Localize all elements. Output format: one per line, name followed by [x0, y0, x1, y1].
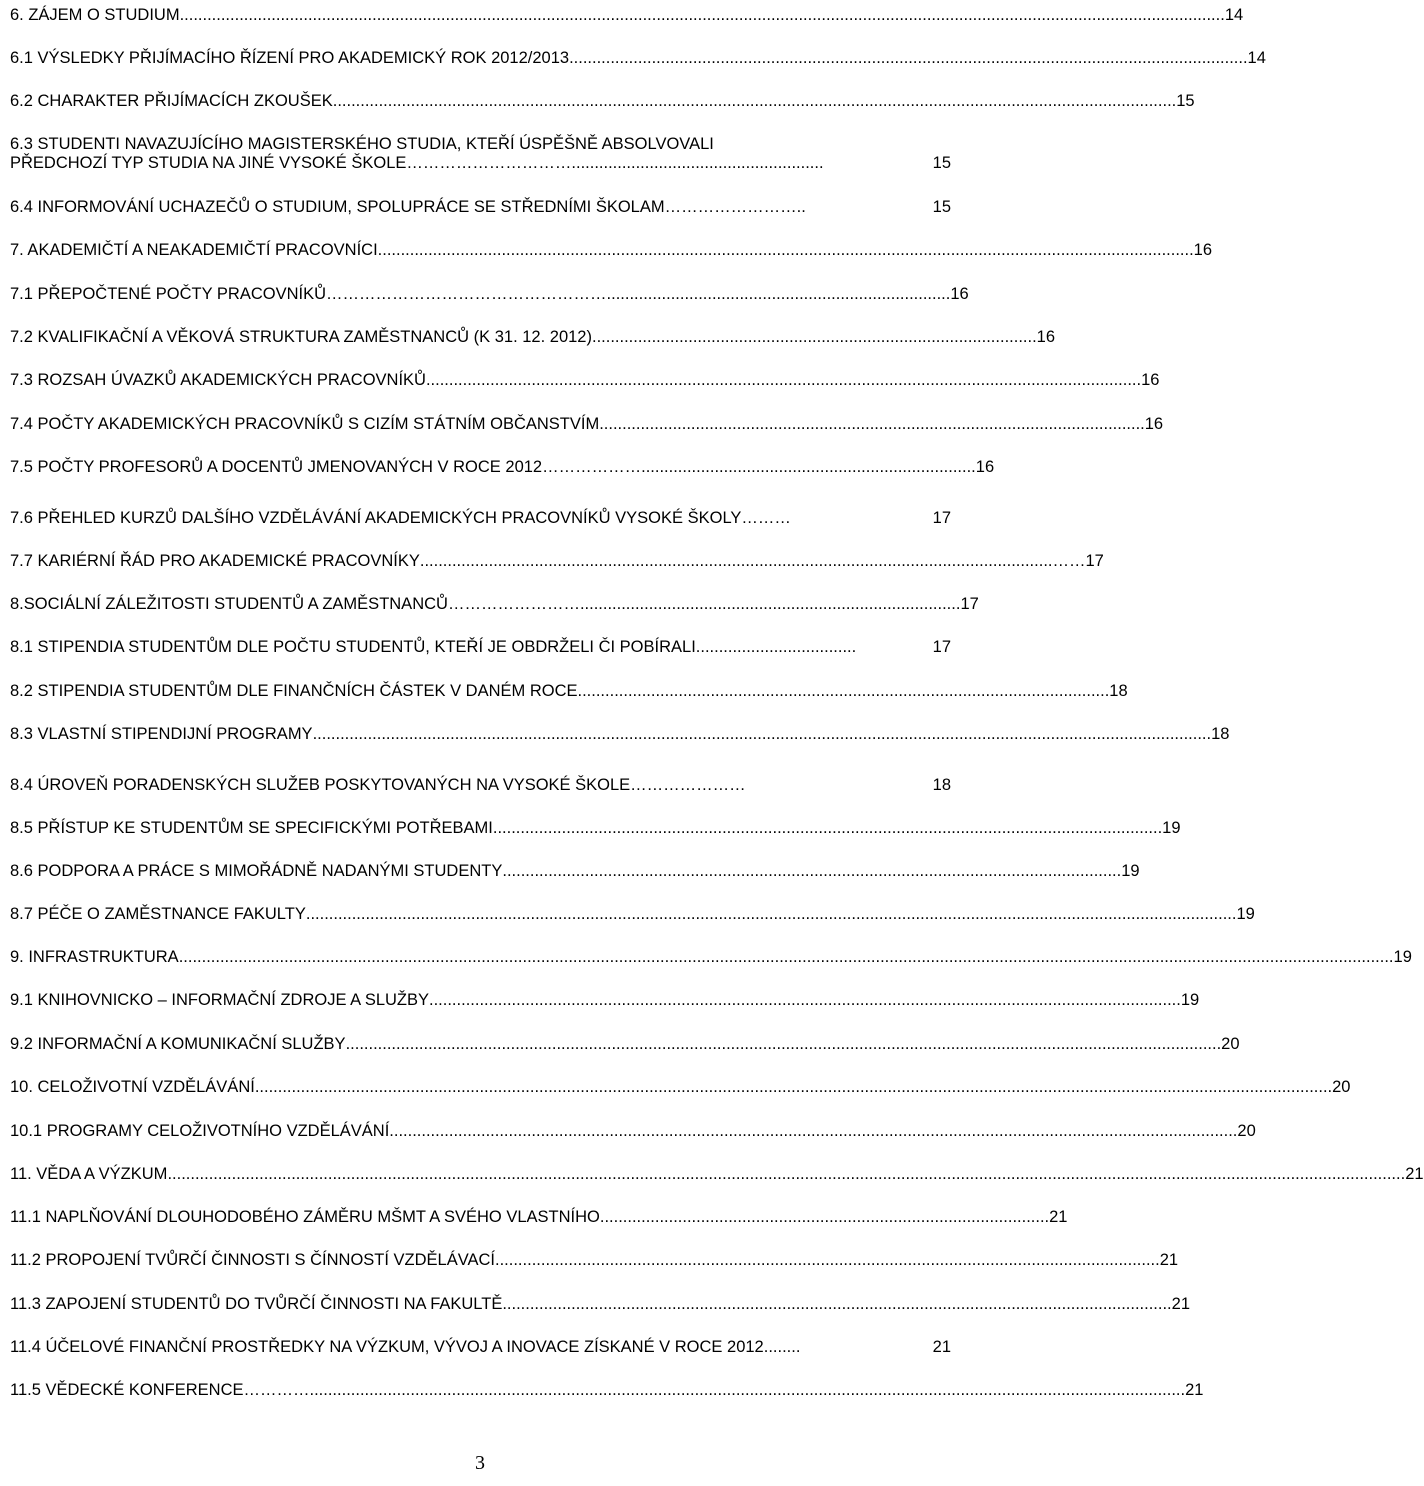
- toc-entry-title: 6.4 INFORMOVÁNÍ UCHAZEČŮ O STUDIUM, SPOLUPRÁCE SE STŘEDNÍMI ŠKOLAM: [10, 198, 665, 216]
- toc-entry-title: 7.1 PŘEPOČTENÉ POČTY PRACOVNÍKŮ: [10, 285, 327, 303]
- toc-entry-title: 9. INFRASTRUKTURA: [10, 948, 179, 966]
- toc-entry-leader: ........: [763, 1338, 801, 1356]
- toc-entry[interactable]: [10, 1077, 1351, 1097]
- toc-entry-leader: ……………….........................................................................: [542, 458, 976, 476]
- toc-entry[interactable]: [10, 327, 1056, 347]
- toc-entry-leader: ................................................................................................................................................: [492, 819, 1154, 837]
- toc-entry-leader: ..................................................................................................................................................................................: [377, 241, 1194, 259]
- toc-entry[interactable]: [10, 91, 1195, 111]
- toc-entry-page: 20: [1221, 1035, 1240, 1053]
- toc-entry-page: 21: [1185, 1381, 1204, 1399]
- toc-entry-title: 11.3 ZAPOJENÍ STUDENTŮ DO TVŮRČÍ ČINNOSTI NA FAKULTĚ: [10, 1295, 503, 1313]
- toc-entry-page: 17: [960, 595, 979, 613]
- toc-entry-leader: ....................................................................................................................................................................: [429, 991, 1181, 1009]
- toc-entry-title: 7.4 POČTY AKADEMICKÝCH PRACOVNÍKŮ S CIZÍM STÁTNÍM OBČANSTVÍM: [10, 415, 600, 433]
- toc-entry[interactable]: [10, 594, 979, 614]
- toc-entry-leader: ………: [741, 509, 791, 527]
- toc-entry-title: 6. ZÁJEM O STUDIUM: [10, 6, 180, 24]
- toc-entry-page: 20: [1332, 1078, 1351, 1096]
- toc-entry-page: 16: [1144, 415, 1164, 433]
- toc-entry-page: 16: [1036, 328, 1056, 346]
- toc-entry-leader: ...........................................................................................................................................................................................................: [305, 905, 1237, 923]
- toc-entry-leader: ..................................................................................................: [599, 1208, 1050, 1226]
- toc-entry-title: 9.2 INFORMAČNÍ A KOMUNIKAČNÍ SLUŽBY: [10, 1035, 346, 1053]
- toc-entry-leader: ....................................................................................................................................................................................................: [312, 725, 1212, 743]
- toc-entry-page: 16: [950, 285, 969, 303]
- page-number: 3: [475, 1452, 485, 1474]
- toc-entry-leader: ..............................................................................................................................................................................................................................................................................: [167, 1165, 1406, 1183]
- toc-entry-title: 8.5 PŘÍSTUP KE STUDENTŮM SE SPECIFICKÝMI POTŘEBAMI: [10, 819, 493, 837]
- toc-entry-leader: ..................................................................................................................................................: [502, 1295, 1172, 1313]
- toc-entry-title: 11.4 ÚČELOVÉ FINANČNÍ PROSTŘEDKY NA VÝZKUM, VÝVOJ A INOVACE ZÍSKANÉ V ROCE 2012: [10, 1338, 764, 1356]
- toc-entry-leader: ...............................................................................................................................................................................................: [345, 1035, 1222, 1053]
- toc-entry-leader: ……………………………………………...........................................................................: [326, 285, 951, 303]
- toc-entry-page: 20: [1237, 1122, 1256, 1140]
- toc-entry-page: 15: [1176, 92, 1195, 110]
- toc-entry-leader: .................................................................................................: [591, 328, 1037, 346]
- toc-entry[interactable]: [10, 724, 1230, 744]
- toc-entry-page: 19: [1393, 948, 1412, 966]
- toc-entry[interactable]: [10, 1294, 1191, 1314]
- toc-entry[interactable]: [10, 1164, 1424, 1184]
- toc-entry-page: 18: [1211, 725, 1230, 743]
- toc-entry-title: 8.2 STIPENDIA STUDENTŮM DLE FINANČNÍCH ČÁSTEK V DANÉM ROCE: [10, 682, 578, 700]
- toc-entry[interactable]: [10, 1034, 1240, 1054]
- toc-entry-title: 11. VĚDA A VÝZKUM: [10, 1165, 168, 1183]
- toc-entry-leader: ……………………..: [664, 198, 806, 216]
- toc-entry-title: 11.2 PROPOJENÍ TVŮRČÍ ČINNOSTI S ČÍNNOSTÍ VZDĚLÁVACÍ: [10, 1251, 496, 1269]
- toc-entry-leader: ……………………...................................................................................: [447, 595, 961, 613]
- toc-entry-page: 19: [1236, 905, 1255, 923]
- toc-entry-title: 6.1 VÝSLEDKY PŘIJÍMACÍHO ŘÍZENÍ PRO AKADEMICKÝ ROK 2012/2013: [10, 49, 570, 67]
- toc-entry-title: 8.3 VLASTNÍ STIPENDIJNÍ PROGRAMY: [10, 725, 313, 743]
- toc-entry[interactable]: [10, 240, 1213, 260]
- toc-entry-page: 16: [1141, 371, 1160, 389]
- toc-entry-leader: ...........................................................................................................................................................................................................................................: [254, 1078, 1333, 1096]
- toc-entry-leader: ………………………….......................................................: [406, 154, 824, 172]
- toc-entry-title: 8.SOCIÁLNÍ ZÁLEŽITOSTI STUDENTŮ A ZAMĚSTNANCŮ: [10, 595, 448, 613]
- toc-entry-page: 17: [1085, 552, 1104, 570]
- toc-entry[interactable]: [10, 947, 1412, 967]
- toc-entry-title: 7.6 PŘEHLED KURZŮ DALŠÍHO VZDĚLÁVÁNÍ AKADEMICKÝCH PRACOVNÍKŮ VYSOKÉ ŠKOLY: [10, 509, 742, 527]
- toc-entry[interactable]: [10, 197, 951, 217]
- toc-entry[interactable]: [10, 551, 1104, 571]
- toc-entry-leader: .......................................................................................................................: [599, 415, 1145, 433]
- toc-entry[interactable]: [10, 414, 1164, 434]
- toc-entry-page: ..19: [1153, 819, 1181, 837]
- toc-entry-page: 14: [1247, 49, 1266, 67]
- toc-entry-page: 15: [932, 198, 951, 216]
- toc-entry[interactable]: [10, 775, 951, 795]
- toc-entry-page: 18: [932, 776, 951, 794]
- toc-entry-title: 7.5 POČTY PROFESORŮ A DOCENTŮ JMENOVANÝCH V ROCE 2012: [10, 458, 543, 476]
- toc-entry-page: 16: [1193, 241, 1213, 259]
- toc-entry[interactable]: [10, 681, 1128, 701]
- toc-entry-page: 21: [1159, 1251, 1179, 1269]
- toc-entry-leader: ........................................................................................................................................................................................: [332, 92, 1177, 110]
- toc-entry-title: 7.3 ROZSAH ÚVAZKŮ AKADEMICKÝCH PRACOVNÍKŮ: [10, 371, 426, 389]
- toc-entry-title: PŘEDCHOZÍ TYP STUDIA NA JINÉ VYSOKÉ ŠKOLE: [10, 154, 407, 172]
- toc-entry-title: 11.1 NAPLŇOVÁNÍ DLOUHODOBÉHO ZÁMĚRU MŠMT A SVÉHO VLASTNÍHO: [10, 1208, 600, 1226]
- toc-entry-title: 11.5 VĚDECKÉ KONFERENCE: [10, 1381, 244, 1399]
- toc-entry[interactable]: [10, 1380, 1204, 1400]
- toc-entry-leader: .......................................................................................................................................: [502, 862, 1122, 880]
- toc-entry-page: 21: [932, 1338, 951, 1356]
- toc-entry[interactable]: [10, 904, 1255, 924]
- toc-entry[interactable]: [10, 284, 969, 304]
- toc-entry-leader: ............................................................................................................................................................: [425, 371, 1142, 389]
- toc-entry-leader: …………...............................................................................................................................................................................................: [243, 1381, 1186, 1399]
- toc-entry[interactable]: [10, 153, 951, 173]
- toc-entry-title: 7. AKADEMIČTÍ A NEAKADEMIČTÍ PRACOVNÍCI: [10, 241, 378, 259]
- toc-entry-leader: …………………: [630, 776, 746, 794]
- toc-entry[interactable]: [10, 1337, 951, 1357]
- toc-entry-title: 8.7 PÉČE O ZAMĚSTNANCE FAKULTY: [10, 905, 306, 923]
- toc-entry-leader: ....................................................................................................................................................: [569, 49, 1248, 67]
- toc-entry-leader: .................................................................................................................................................: [495, 1251, 1160, 1269]
- toc-entry-leader: ....................................................................................................................................................................................................................................: [179, 6, 1225, 24]
- toc-entry-page: 16: [975, 458, 995, 476]
- toc-entry-page: 15: [932, 154, 951, 172]
- toc-entry-page: 21: [1171, 1295, 1191, 1313]
- toc-entry[interactable]: [10, 48, 1266, 68]
- toc-entry-page: 19: [1180, 991, 1200, 1009]
- toc-entry-title: 8.1 STIPENDIA STUDENTŮM DLE POČTU STUDENTŮ, KTEŘÍ JE OBDRŽELI ČI POBÍRALI: [10, 638, 696, 656]
- toc-entry-leader: ...................................: [695, 638, 857, 656]
- toc-entry-title: 10.1 PROGRAMY CELOŽIVOTNÍHO VZDĚLÁVÁNÍ: [10, 1122, 390, 1140]
- toc-entry-page: 21: [1405, 1165, 1424, 1183]
- toc-entry-title: 7.2 KVALIFIKAČNÍ A VĚKOVÁ STRUKTURA ZAMĚSTNANCŮ (K 31. 12. 2012): [10, 328, 592, 346]
- toc-entry[interactable]: [10, 1250, 1179, 1270]
- toc-entry-page: 14: [1224, 6, 1244, 24]
- toc-entry-leader: ..........................................................................................................................................……: [419, 552, 1086, 570]
- toc-entry-page: 17: [932, 509, 951, 527]
- toc-entry[interactable]: [10, 990, 1200, 1010]
- toc-entry[interactable]: [10, 370, 1160, 390]
- toc-entry-page: 19: [1121, 862, 1140, 880]
- toc-entry[interactable]: [10, 861, 1140, 881]
- toc-entry-page: 21: [1049, 1208, 1068, 1226]
- toc-entry-title: 7.7 KARIÉRNÍ ŘÁD PRO AKADEMICKÉ PRACOVNÍKY: [10, 552, 420, 570]
- toc-entry[interactable]: [10, 457, 995, 477]
- toc-entry[interactable]: [10, 1207, 1068, 1227]
- toc-entry-page: 17: [932, 638, 951, 656]
- toc-entry-title: 8.6 PODPORA A PRÁCE S MIMOŘÁDNĚ NADANÝMI STUDENTY: [10, 862, 503, 880]
- toc-entry[interactable]: [10, 134, 951, 154]
- toc-entry-title: 9.1 KNIHOVNICKO – INFORMAČNÍ ZDROJE A SLUŽBY: [10, 991, 430, 1009]
- toc-entry-leader: .........................................................................................................................................................................................: [389, 1122, 1238, 1140]
- toc-entry-page: 18: [1109, 682, 1128, 700]
- toc-entry[interactable]: [10, 508, 951, 528]
- toc-entry[interactable]: [10, 818, 1181, 838]
- toc-entry-title: 8.4 ÚROVEŇ PORADENSKÝCH SLUŽEB POSKYTOVANÝCH NA VYSOKÉ ŠKOLE: [10, 776, 631, 794]
- toc-entry-title: 6.3 STUDENTI NAVAZUJÍCÍHO MAGISTERSKÉHO STUDIA, KTEŘÍ ÚSPĚŠNĚ ABSOLVOVALI: [10, 135, 714, 153]
- toc-entry-title: 10. CELOŽIVOTNÍ VZDĚLÁVÁNÍ: [10, 1078, 255, 1096]
- toc-entry-leader: .........................................................................................................................................................................................................................................................................: [178, 948, 1394, 966]
- toc-entry-title: 6.2 CHARAKTER PŘIJÍMACÍCH ZKOUŠEK: [10, 92, 333, 110]
- toc-entry[interactable]: [10, 637, 951, 657]
- toc-entry[interactable]: [10, 5, 1244, 25]
- toc-entry-leader: ....................................................................................................................: [577, 682, 1110, 700]
- toc-entry[interactable]: [10, 1121, 1256, 1141]
